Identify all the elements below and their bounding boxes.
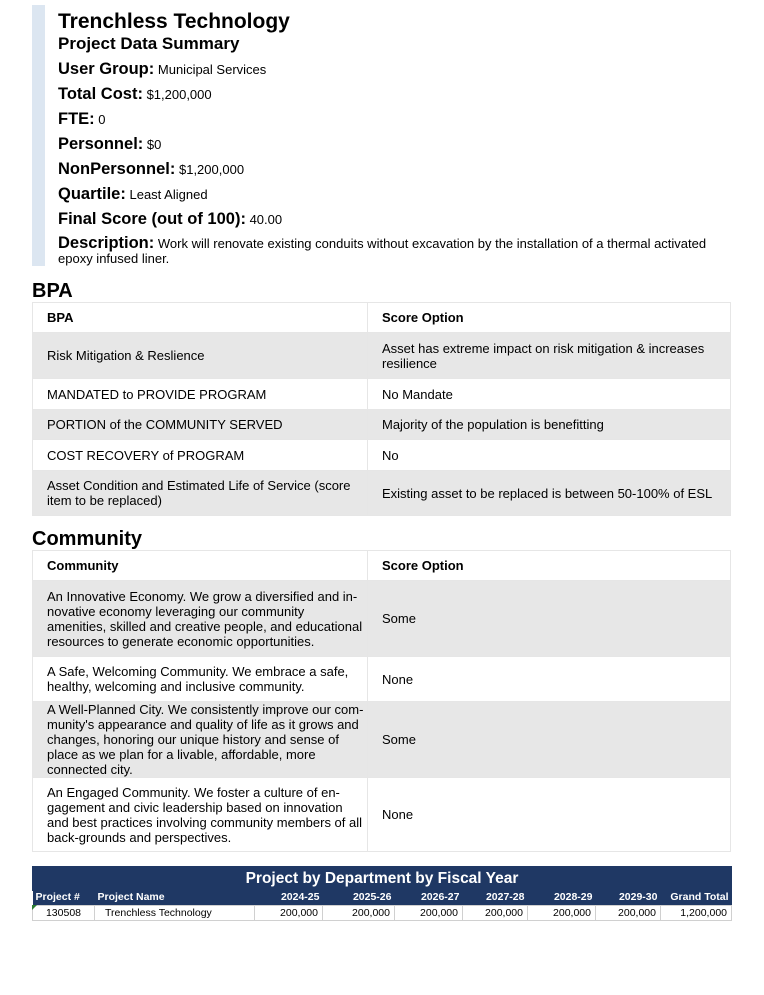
score-option-cell: None: [368, 778, 731, 852]
table-row: [33, 333, 731, 379]
column-header: Community: [33, 551, 368, 581]
column-header: Score Option: [368, 303, 731, 333]
project-subtitle: Project Data Summary: [58, 34, 240, 53]
criterion-cell: MANDATED to PROVIDE PROGRAM: [33, 379, 368, 410]
field-fte: FTE: 0: [58, 110, 106, 128]
table-row: [33, 440, 731, 471]
table-row: [33, 905, 732, 920]
criterion-cell: Risk Mitigation & Reslience: [33, 333, 368, 379]
score-option-cell: Some: [368, 581, 731, 657]
field-nonpersonnel: NonPersonnel: $1,200,000: [58, 160, 245, 178]
criterion-cell: Asset Condition and Estimated Life of Service (score item to be replaced): [33, 471, 368, 516]
project-name-cell: Trenchless Technology: [95, 905, 255, 920]
column-header: 2028-29: [528, 891, 596, 905]
fiscal-table-title: Project by Department by Fiscal Year: [32, 866, 732, 891]
column-header: BPA: [33, 303, 368, 333]
criterion-cell: An Innovative Economy. We grow a diversified and in-novative economy leveraging our community amenities, skilled and creative people, and educational resources to generate economic opportunities.: [33, 581, 368, 657]
criterion-cell: COST RECOVERY of PROGRAM: [33, 440, 368, 471]
table-row: [33, 410, 731, 440]
table-row: [33, 379, 731, 410]
score-option-cell: Some: [368, 702, 731, 778]
table-row: [33, 471, 731, 516]
criterion-cell: PORTION of the COMMUNITY SERVED: [33, 410, 368, 440]
project-title: Trenchless Technology: [58, 10, 290, 33]
score-option-cell: None: [368, 657, 731, 702]
project-summary: [32, 5, 732, 266]
field-quartile: Quartile: Least Aligned: [58, 185, 208, 203]
table-row: [33, 778, 731, 852]
cell-comment-indicator: [32, 905, 37, 910]
grand-total-cell: 1,200,000: [661, 905, 732, 920]
fy-2029-30-cell: 200,000: [596, 905, 661, 920]
score-option-cell: Asset has extreme impact on risk mitigation & increases resilience: [368, 333, 731, 379]
field-description: Description: Work will renovate existing conduits without excavation by the installation of a thermal activated epoxy infused liner.: [58, 234, 707, 266]
field-user-group: User Group: Municipal Services: [58, 60, 267, 78]
fiscal-header-row: [33, 891, 732, 905]
fy-2025-26-cell: 200,000: [323, 905, 395, 920]
field-personnel: Personnel: $0: [58, 135, 162, 153]
project-number-cell: 130508: [33, 905, 95, 920]
table-row: [33, 581, 731, 657]
column-header: 2024-25: [255, 891, 323, 905]
community-table: [32, 550, 731, 852]
table-header-row: [33, 303, 731, 333]
fy-2024-25-cell: 200,000: [255, 905, 323, 920]
score-option-cell: No: [368, 440, 731, 471]
score-option-cell: Majority of the population is benefitting: [368, 410, 731, 440]
column-header: 2026-27: [395, 891, 463, 905]
column-header: 2025-26: [323, 891, 395, 905]
summary-accent-bar: [32, 5, 45, 266]
table-row: [33, 702, 731, 778]
criterion-cell: An Engaged Community. We foster a culture of en-gagement and civic leadership based on innovation and best practices involving community members of all back-grounds and perspectives.: [33, 778, 368, 852]
field-final-score: Final Score (out of 100): 40.00: [58, 210, 283, 228]
column-header: Grand Total: [661, 891, 732, 905]
fiscal-year-table: [32, 866, 732, 921]
criterion-cell: A Well-Planned City. We consistently improve our com-munity's appearance and quality of life as it grows and changes, honoring our unique history and sense of place as we plan for a livable, affordable, more connected city.: [33, 702, 368, 778]
fy-2026-27-cell: 200,000: [395, 905, 463, 920]
criterion-cell: A Safe, Welcoming Community. We embrace a safe, healthy, welcoming and inclusive community.: [33, 657, 368, 702]
score-option-cell: Existing asset to be replaced is between 50-100% of ESL: [368, 471, 731, 516]
fy-2028-29-cell: 200,000: [528, 905, 596, 920]
community-heading: Community: [32, 528, 142, 550]
column-header: Score Option: [368, 551, 731, 581]
field-total-cost: Total Cost: $1,200,000: [58, 85, 212, 103]
column-header: 2027-28: [463, 891, 528, 905]
table-row: [33, 657, 731, 702]
bpa-heading: BPA: [32, 280, 73, 302]
column-header: 2029-30: [596, 891, 661, 905]
score-option-cell: No Mandate: [368, 379, 731, 410]
column-header: Project Name: [95, 891, 255, 905]
fy-2027-28-cell: 200,000: [463, 905, 528, 920]
table-header-row: [33, 551, 731, 581]
column-header: Project #: [33, 891, 95, 905]
bpa-table: [32, 302, 731, 516]
